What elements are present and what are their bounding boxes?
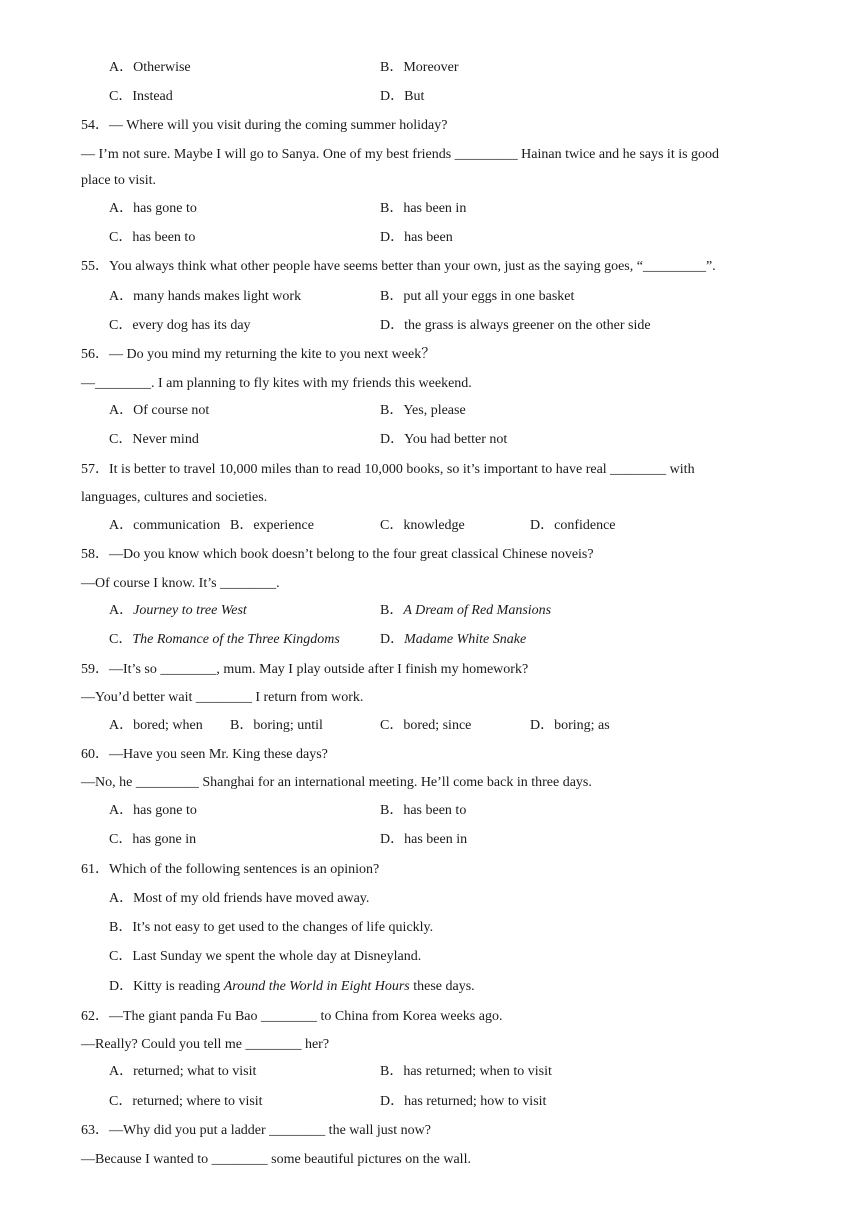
answer-option: C．has gone in	[109, 832, 197, 847]
answer-option: A．has gone to	[109, 803, 197, 818]
option-text: D．Kitty is reading	[109, 979, 224, 994]
answer-option: A．bored; when	[109, 718, 203, 733]
answer-option	[380, 631, 526, 649]
answer-option: B．put all your eggs in one basket	[380, 289, 575, 304]
answer-option: B．Yes, please	[380, 403, 466, 418]
question-line: —You’d better wait ________ I return from work.	[81, 690, 364, 705]
answer-option	[109, 631, 340, 649]
answer-option: A．Most of my old friends have moved away.	[109, 891, 370, 906]
answer-option: D．has returned; how to visit	[380, 1094, 547, 1109]
question-line: languages, cultures and societies.	[81, 490, 268, 505]
question-line: 55．You always think what other people have seems better than your own, just as the saying goes, “_________”.	[81, 259, 716, 274]
answer-option: A．communication	[109, 518, 221, 533]
answer-option: B．has been to	[380, 803, 467, 818]
question-line: 54．— Where will you visit during the coming summer holiday?	[81, 118, 448, 133]
option-letter: C．	[109, 632, 133, 647]
answer-option: D．boring; as	[530, 718, 610, 733]
question-line: —________. I am planning to fly kites with my friends this weekend.	[81, 376, 472, 391]
answer-option: B．boring; until	[230, 718, 323, 733]
question-line: 57．It is better to travel 10,000 miles than to read 10,000 books, so it’s important to have real ________ with	[81, 462, 695, 477]
book-title: Madame White Snake	[404, 632, 527, 647]
answer-option: C．Instead	[109, 89, 173, 104]
question-line: 61．Which of the following sentences is an opinion?	[81, 862, 380, 877]
answer-option: C．every dog has its day	[109, 318, 251, 333]
question-line: 63．—Why did you put a ladder ________ the wall just now?	[81, 1123, 431, 1138]
book-title: The Romance of the Three Kingdoms	[132, 632, 340, 647]
answer-option: A．has gone to	[109, 201, 197, 216]
answer-option: D．has been	[380, 230, 453, 245]
answer-option	[380, 602, 551, 620]
answer-option: D．But	[380, 89, 425, 104]
option-text: these days.	[409, 979, 475, 994]
question-line: 60．—Have you seen Mr. King these days?	[81, 747, 328, 762]
option-letter: B．	[380, 603, 404, 618]
answer-option: D．the grass is always greener on the other side	[380, 318, 651, 333]
question-line: 58．—Do you know which book doesn’t belong to the four great classical Chinese noveis?	[81, 547, 594, 562]
answer-option: C．has been to	[109, 230, 196, 245]
answer-option	[109, 978, 475, 996]
question-line: place to visit.	[81, 173, 157, 188]
answer-option: A．many hands makes light work	[109, 289, 302, 304]
answer-option: B．has returned; when to visit	[380, 1064, 552, 1079]
book-title: Journey to tree West	[133, 603, 247, 618]
answer-option: A．returned; what to visit	[109, 1064, 257, 1079]
question-line: —Because I wanted to ________ some beautiful pictures on the wall.	[81, 1152, 471, 1167]
answer-option: D．You had better not	[380, 432, 508, 447]
answer-option	[109, 602, 247, 620]
answer-option: C．bored; since	[380, 718, 472, 733]
question-line: —No, he _________ Shanghai for an international meeting. He’ll come back in three days.	[81, 775, 592, 790]
question-line: —Really? Could you tell me ________ her?	[81, 1037, 330, 1052]
answer-option: B．has been in	[380, 201, 467, 216]
answer-option: D．confidence	[530, 518, 616, 533]
question-line: — I’m not sure. Maybe I will go to Sanya. One of my best friends _________ Hainan twice and he says it is good	[81, 147, 720, 162]
answer-option: B．Moreover	[380, 60, 459, 75]
option-letter: D．	[380, 632, 405, 647]
answer-option: B．It’s not easy to get used to the changes of life quickly.	[109, 920, 434, 935]
question-line: —Of course I know. It’s ________.	[81, 576, 280, 591]
question-line: 59．—It’s so ________, mum. May I play outside after I finish my homework?	[81, 662, 529, 677]
question-line: 62．—The giant panda Fu Bao ________ to China from Korea weeks ago.	[81, 1009, 503, 1024]
answer-option: C．knowledge	[380, 518, 465, 533]
answer-option: B．experience	[230, 518, 314, 533]
answer-option: C．Never mind	[109, 432, 199, 447]
answer-option: C．returned; where to visit	[109, 1094, 263, 1109]
book-title: Around the World in Eight Hours	[223, 979, 410, 994]
answer-option: A．Of course not	[109, 403, 210, 418]
answer-option: A．Otherwise	[109, 60, 191, 75]
question-line: 56．— Do you mind my returning the kite to you next week？	[81, 347, 436, 362]
option-letter: A．	[109, 603, 134, 618]
answer-option: C．Last Sunday we spent the whole day at Disneyland.	[109, 949, 422, 964]
answer-option: D．has been in	[380, 832, 468, 847]
book-title: A Dream of Red Mansions	[403, 603, 552, 618]
